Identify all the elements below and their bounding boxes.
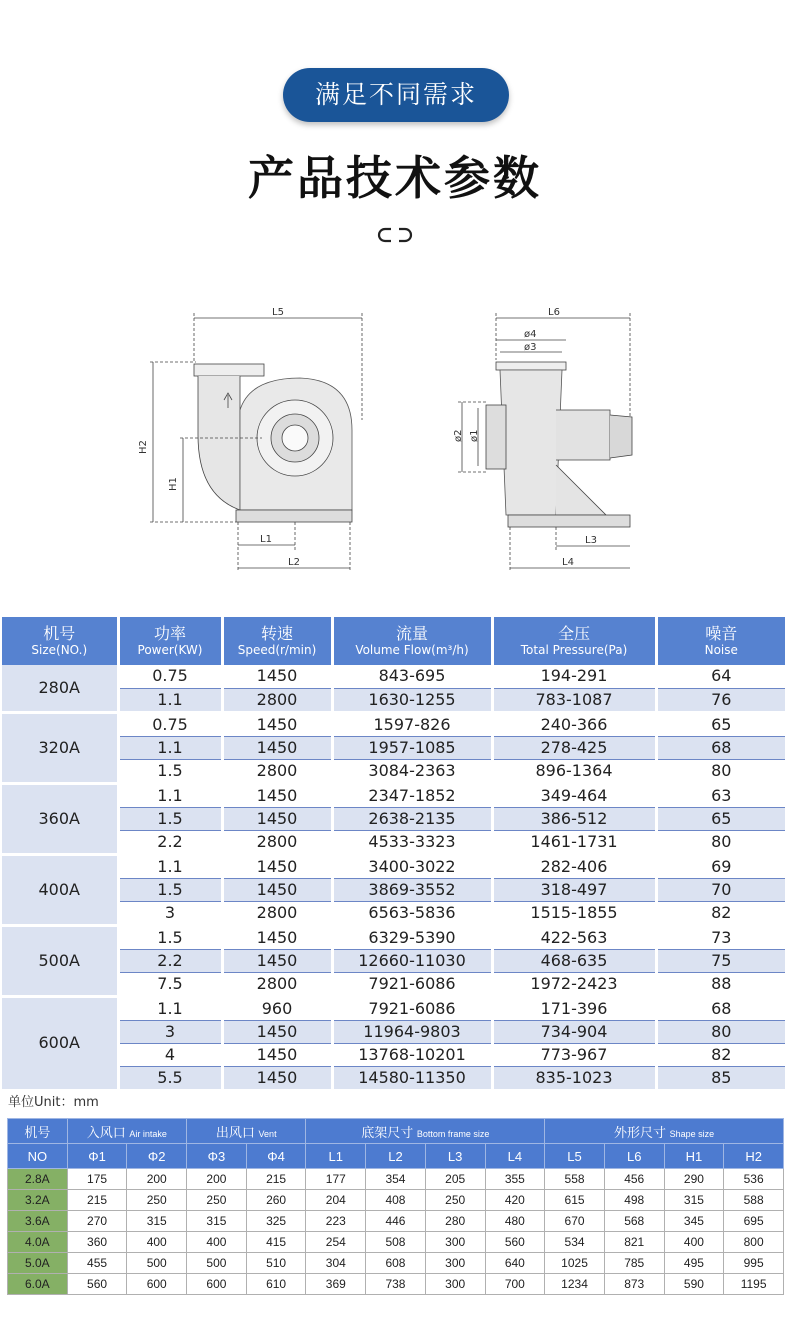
model-no-cell: 6.0A	[8, 1274, 68, 1295]
table-cell: 468-635	[492, 949, 656, 972]
table-cell: 386-512	[492, 807, 656, 830]
table-row	[2, 925, 785, 949]
dim-h1: H1	[168, 477, 179, 491]
table-cell: 280	[425, 1211, 485, 1232]
table-row	[2, 807, 785, 830]
table-cell: 1.1	[118, 996, 222, 1020]
table-cell: 1.1	[118, 736, 222, 759]
table-cell: 500	[187, 1253, 247, 1274]
perf-col-header: 转速 Speed(r/min)	[222, 617, 332, 665]
table-cell: 2.2	[118, 830, 222, 854]
link-icon	[377, 226, 413, 244]
table-cell: 734-904	[492, 1020, 656, 1043]
table-cell: 200	[127, 1169, 187, 1190]
table-row	[8, 1211, 784, 1232]
table-cell: 300	[425, 1253, 485, 1274]
dim-phi3: ø3	[524, 342, 537, 353]
table-cell: 254	[306, 1232, 366, 1253]
table-cell: 821	[604, 1232, 664, 1253]
table-row	[2, 736, 785, 759]
table-cell: 6563-5836	[332, 901, 492, 925]
table-cell: 446	[366, 1211, 426, 1232]
table-row	[2, 688, 785, 712]
table-cell: 250	[187, 1190, 247, 1211]
table-cell: 88	[656, 972, 785, 996]
table-cell: 1461-1731	[492, 830, 656, 854]
dim-col-header: L6	[604, 1144, 664, 1169]
table-cell: 250	[425, 1190, 485, 1211]
table-row	[2, 878, 785, 901]
perf-col-header: 全压 Total Pressure(Pa)	[492, 617, 656, 665]
table-cell: 560	[485, 1232, 545, 1253]
dim-phi1: ø1	[469, 429, 480, 442]
dim-col-header: L4	[485, 1144, 545, 1169]
table-cell: 2347-1852	[332, 783, 492, 807]
dim-col-header: H1	[664, 1144, 724, 1169]
table-cell: 318-497	[492, 878, 656, 901]
table-row	[8, 1253, 784, 1274]
table-cell: 420	[485, 1190, 545, 1211]
table-row	[2, 996, 785, 1020]
dimension-table	[7, 1118, 784, 1295]
dim-group-header: 底架尺寸 Bottom frame size	[306, 1119, 545, 1144]
table-cell: 240-366	[492, 712, 656, 736]
table-cell: 588	[724, 1190, 784, 1211]
table-cell: 270	[67, 1211, 127, 1232]
table-cell: 300	[425, 1274, 485, 1295]
table-cell: 835-1023	[492, 1066, 656, 1090]
table-row	[2, 854, 785, 878]
table-cell: 560	[67, 1274, 127, 1295]
table-row	[2, 665, 785, 688]
table-cell: 215	[246, 1169, 306, 1190]
table-cell: 1972-2423	[492, 972, 656, 996]
table-cell: 223	[306, 1211, 366, 1232]
table-cell: 2800	[222, 901, 332, 925]
page-title: 产品技术参数	[248, 151, 542, 205]
size-cell: 360A	[2, 783, 118, 854]
table-cell: 670	[545, 1211, 605, 1232]
table-cell: 873	[604, 1274, 664, 1295]
table-cell: 2800	[222, 688, 332, 712]
performance-table	[2, 617, 785, 1092]
dim-phi2: ø2	[453, 429, 464, 442]
table-cell: 3869-3552	[332, 878, 492, 901]
size-cell: 500A	[2, 925, 118, 996]
table-row	[8, 1274, 784, 1295]
perf-col-header: 流量 Volume Flow(m³/h)	[332, 617, 492, 665]
table-cell: 13768-10201	[332, 1043, 492, 1066]
table-cell: 1450	[222, 712, 332, 736]
table-cell: 215	[67, 1190, 127, 1211]
table-cell: 68	[656, 736, 785, 759]
table-cell: 1450	[222, 736, 332, 759]
table-row	[2, 1043, 785, 1066]
table-cell: 4	[118, 1043, 222, 1066]
table-cell: 1450	[222, 783, 332, 807]
table-cell: 896-1364	[492, 759, 656, 783]
table-cell: 11964-9803	[332, 1020, 492, 1043]
dim-l5: L5	[272, 307, 284, 318]
table-cell: 1.5	[118, 807, 222, 830]
table-cell: 3400-3022	[332, 854, 492, 878]
table-cell: 615	[545, 1190, 605, 1211]
table-cell: 495	[664, 1253, 724, 1274]
table-cell: 498	[604, 1190, 664, 1211]
table-cell: 3084-2363	[332, 759, 492, 783]
table-cell: 70	[656, 878, 785, 901]
dim-l1: L1	[260, 534, 272, 545]
table-cell: 360	[67, 1232, 127, 1253]
table-cell: 456	[604, 1169, 664, 1190]
table-cell: 6329-5390	[332, 925, 492, 949]
table-cell: 1.1	[118, 688, 222, 712]
table-cell: 738	[366, 1274, 426, 1295]
table-cell: 175	[67, 1169, 127, 1190]
table-cell: 1025	[545, 1253, 605, 1274]
table-cell: 204	[306, 1190, 366, 1211]
table-cell: 843-695	[332, 665, 492, 688]
table-cell: 290	[664, 1169, 724, 1190]
table-cell: 480	[485, 1211, 545, 1232]
table-cell: 400	[664, 1232, 724, 1253]
table-cell: 250	[127, 1190, 187, 1211]
table-cell: 345	[664, 1211, 724, 1232]
table-row	[8, 1169, 784, 1190]
table-cell: 536	[724, 1169, 784, 1190]
table-cell: 415	[246, 1232, 306, 1253]
table-cell: 68	[656, 996, 785, 1020]
dim-group-header: 机号	[8, 1119, 68, 1144]
table-cell: 2800	[222, 759, 332, 783]
table-cell: 315	[127, 1211, 187, 1232]
dim-l6: L6	[548, 307, 560, 318]
table-cell: 14580-11350	[332, 1066, 492, 1090]
size-cell: 600A	[2, 996, 118, 1090]
table-cell: 960	[222, 996, 332, 1020]
dim-col-header: L5	[545, 1144, 605, 1169]
perf-col-header: 机号 Size(NO.)	[2, 617, 118, 665]
table-cell: 354	[366, 1169, 426, 1190]
table-cell: 64	[656, 665, 785, 688]
table-cell: 76	[656, 688, 785, 712]
dim-phi4: ø4	[524, 329, 537, 340]
category-pill: 满足不同需求	[283, 68, 509, 122]
table-cell: 608	[366, 1253, 426, 1274]
table-cell: 2.2	[118, 949, 222, 972]
table-cell: 783-1087	[492, 688, 656, 712]
table-cell: 3	[118, 1020, 222, 1043]
table-cell: 73	[656, 925, 785, 949]
table-row	[2, 972, 785, 996]
table-row	[2, 901, 785, 925]
perf-col-header: 功率 Power(KW)	[118, 617, 222, 665]
table-cell: 300	[425, 1232, 485, 1253]
table-cell: 82	[656, 901, 785, 925]
dim-group-header: 出风口 Vent	[187, 1119, 306, 1144]
table-cell: 534	[545, 1232, 605, 1253]
table-row	[8, 1232, 784, 1253]
table-cell: 422-563	[492, 925, 656, 949]
table-row	[2, 830, 785, 854]
table-cell: 1.1	[118, 854, 222, 878]
dim-col-header: Φ2	[127, 1144, 187, 1169]
table-cell: 369	[306, 1274, 366, 1295]
table-cell: 500	[127, 1253, 187, 1274]
table-cell: 7921-6086	[332, 996, 492, 1020]
model-no-cell: 2.8A	[8, 1169, 68, 1190]
dim-col-header: Φ4	[246, 1144, 306, 1169]
dim-col-header: Φ1	[67, 1144, 127, 1169]
table-cell: 568	[604, 1211, 664, 1232]
table-cell: 1.5	[118, 759, 222, 783]
table-cell: 2800	[222, 972, 332, 996]
table-cell: 1630-1255	[332, 688, 492, 712]
table-cell: 82	[656, 1043, 785, 1066]
table-cell: 1.5	[118, 925, 222, 949]
table-row	[2, 1066, 785, 1090]
table-row	[8, 1190, 784, 1211]
table-row	[2, 949, 785, 972]
table-cell: 1450	[222, 1043, 332, 1066]
table-cell: 1.1	[118, 783, 222, 807]
table-cell: 773-967	[492, 1043, 656, 1066]
table-cell: 785	[604, 1253, 664, 1274]
table-cell: 1597-826	[332, 712, 492, 736]
table-cell: 400	[127, 1232, 187, 1253]
table-row	[2, 783, 785, 807]
dim-group-header: 外形尺寸 Shape size	[545, 1119, 784, 1144]
table-cell: 5.5	[118, 1066, 222, 1090]
table-cell: 200	[187, 1169, 247, 1190]
table-cell: 85	[656, 1066, 785, 1090]
dim-col-header: H2	[724, 1144, 784, 1169]
dim-l2: L2	[288, 557, 300, 568]
dim-col-header: Φ3	[187, 1144, 247, 1169]
table-cell: 65	[656, 712, 785, 736]
model-no-cell: 3.6A	[8, 1211, 68, 1232]
table-cell: 205	[425, 1169, 485, 1190]
table-cell: 69	[656, 854, 785, 878]
table-cell: 315	[664, 1190, 724, 1211]
dim-col-header: L1	[306, 1144, 366, 1169]
table-cell: 1234	[545, 1274, 605, 1295]
table-cell: 1957-1085	[332, 736, 492, 759]
table-cell: 80	[656, 830, 785, 854]
table-cell: 995	[724, 1253, 784, 1274]
size-cell: 400A	[2, 854, 118, 925]
table-cell: 355	[485, 1169, 545, 1190]
table-cell: 0.75	[118, 665, 222, 688]
table-cell: 640	[485, 1253, 545, 1274]
table-cell: 282-406	[492, 854, 656, 878]
table-cell: 7921-6086	[332, 972, 492, 996]
table-cell: 1515-1855	[492, 901, 656, 925]
table-cell: 304	[306, 1253, 366, 1274]
model-no-cell: 4.0A	[8, 1232, 68, 1253]
table-row	[2, 712, 785, 736]
table-cell: 800	[724, 1232, 784, 1253]
table-cell: 1450	[222, 878, 332, 901]
table-cell: 590	[664, 1274, 724, 1295]
table-cell: 278-425	[492, 736, 656, 759]
model-no-cell: 3.2A	[8, 1190, 68, 1211]
table-cell: 2638-2135	[332, 807, 492, 830]
table-cell: 1450	[222, 665, 332, 688]
perf-col-header: 噪音 Noise	[656, 617, 785, 665]
table-cell: 3	[118, 901, 222, 925]
table-cell: 1450	[222, 949, 332, 972]
dim-col-header: NO	[8, 1144, 68, 1169]
table-cell: 1195	[724, 1274, 784, 1295]
size-cell: 280A	[2, 665, 118, 712]
dim-col-header: L2	[366, 1144, 426, 1169]
table-cell: 80	[656, 1020, 785, 1043]
table-cell: 1.5	[118, 878, 222, 901]
table-cell: 349-464	[492, 783, 656, 807]
table-cell: 610	[246, 1274, 306, 1295]
dim-h2: H2	[138, 440, 149, 454]
table-cell: 75	[656, 949, 785, 972]
table-row	[2, 1020, 785, 1043]
table-cell: 1450	[222, 854, 332, 878]
table-cell: 508	[366, 1232, 426, 1253]
table-cell: 65	[656, 807, 785, 830]
table-cell: 1450	[222, 807, 332, 830]
table-cell: 12660-11030	[332, 949, 492, 972]
table-cell: 63	[656, 783, 785, 807]
unit-label: 单位Unit：mm	[8, 1095, 99, 1110]
table-cell: 194-291	[492, 665, 656, 688]
table-cell: 171-396	[492, 996, 656, 1020]
table-cell: 1450	[222, 1020, 332, 1043]
table-cell: 177	[306, 1169, 366, 1190]
dim-l4: L4	[562, 557, 574, 568]
table-cell: 7.5	[118, 972, 222, 996]
table-cell: 4533-3323	[332, 830, 492, 854]
table-cell: 408	[366, 1190, 426, 1211]
table-cell: 600	[187, 1274, 247, 1295]
table-cell: 325	[246, 1211, 306, 1232]
table-row	[2, 759, 785, 783]
table-cell: 80	[656, 759, 785, 783]
table-cell: 315	[187, 1211, 247, 1232]
size-cell: 320A	[2, 712, 118, 783]
table-cell: 1450	[222, 1066, 332, 1090]
table-cell: 2800	[222, 830, 332, 854]
fan-technical-drawing	[0, 300, 790, 590]
table-cell: 1450	[222, 925, 332, 949]
dim-l3: L3	[585, 535, 597, 546]
table-cell: 695	[724, 1211, 784, 1232]
dim-col-header: L3	[425, 1144, 485, 1169]
table-cell: 510	[246, 1253, 306, 1274]
table-cell: 700	[485, 1274, 545, 1295]
dim-group-header: 入风口 Air intake	[67, 1119, 186, 1144]
table-cell: 600	[127, 1274, 187, 1295]
model-no-cell: 5.0A	[8, 1253, 68, 1274]
table-cell: 0.75	[118, 712, 222, 736]
table-cell: 400	[187, 1232, 247, 1253]
table-cell: 455	[67, 1253, 127, 1274]
table-cell: 558	[545, 1169, 605, 1190]
table-cell: 260	[246, 1190, 306, 1211]
